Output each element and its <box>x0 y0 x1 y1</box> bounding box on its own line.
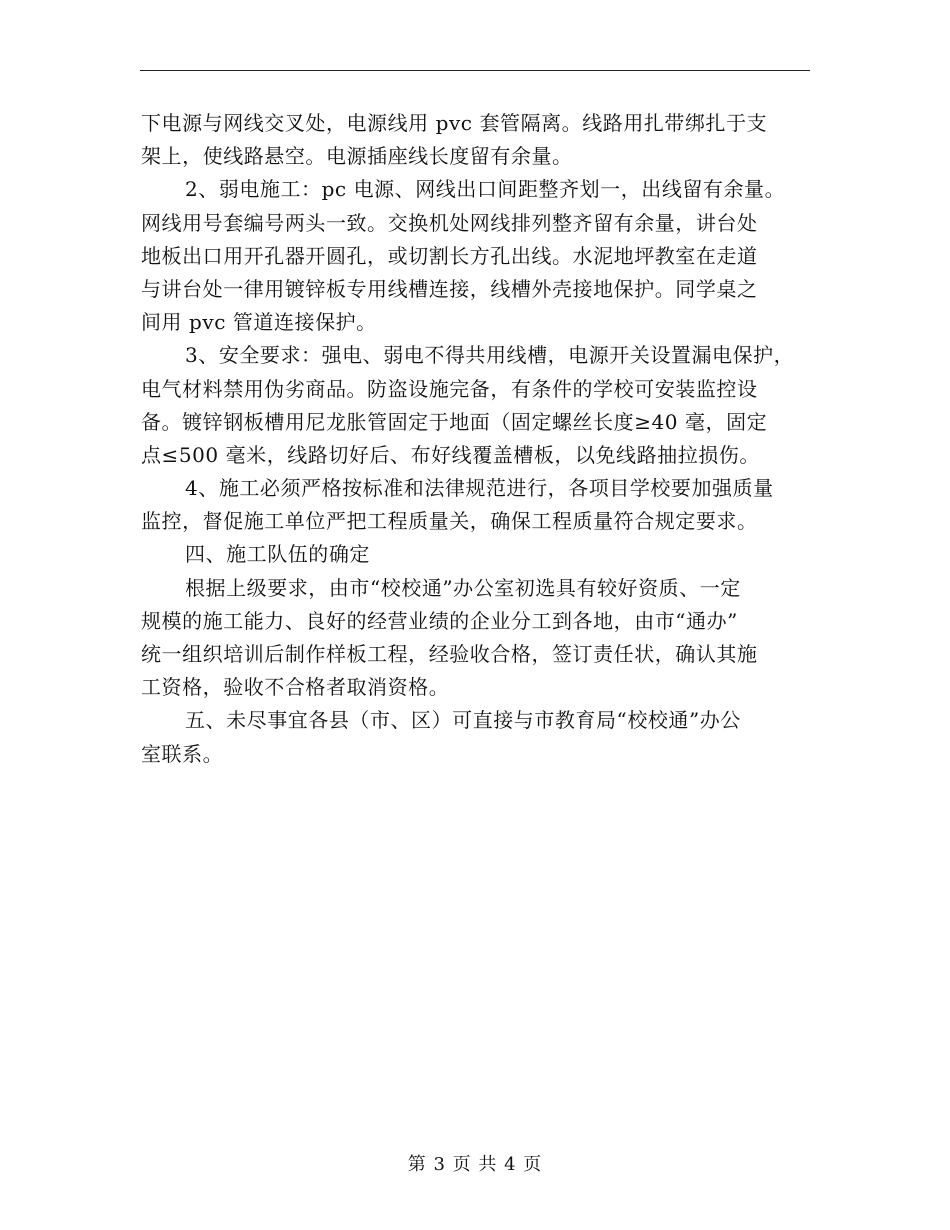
text-line: 网线用号套编号两头一致。交换机处网线排列整齐留有余量，讲台处 <box>141 210 758 235</box>
text-line: 点≤500 毫米，线路切好后、布好线覆盖槽板，以免线路抽拉损伤。 <box>141 442 760 467</box>
text-line: 下电源与网线交叉处，电源线用 pvc 套管隔离。线路用扎带绑扎于支 <box>141 111 768 135</box>
paragraph-construction-standards: 4、施工必须严格按标准和法律规范进行，各项目学校要加强质量 <box>185 476 774 501</box>
text-line: 统一组织培训后制作样板工程，经验收合格，签订责任状，确认其施 <box>141 642 758 666</box>
section-heading-construction-team: 四、施工队伍的确定 <box>185 542 370 567</box>
text-line: 架上，使线路悬空。电源插座线长度留有余量。 <box>141 144 573 169</box>
header-rule <box>140 70 810 71</box>
text-line: 备。镀锌钢板槽用尼龙胀管固定于地面（固定螺丝长度≥40 毫，固定 <box>141 409 768 434</box>
page-footer: 第 3 页 共 4 页 <box>407 1154 543 1175</box>
paragraph-safety-requirements: 3、安全要求：强电、弱电不得共用线槽，电源开关设置漏电保护， <box>185 343 795 368</box>
text-line: 监控，督促施工单位严把工程质量关，确保工程质量符合规定要求。 <box>141 509 758 534</box>
paragraph-team-selection: 根据上级要求，由市“校校通”办公室初选具有较好资质、一定 <box>185 575 741 600</box>
text-line: 与讲台处一律用镀锌板专用线槽连接，线槽外壳接地保护。同学桌之 <box>141 276 758 301</box>
text-line: 工资格，验收不合格者取消资格。 <box>141 675 450 700</box>
text-line: 室联系。 <box>141 741 224 766</box>
text-line: 电气材料禁用伪劣商品。防盗设施完备，有条件的学校可安装监控设 <box>141 376 758 401</box>
paragraph-weak-current: 2、弱电施工：pc 电源、网线出口间距整齐划一，出线留有余量。 <box>185 177 786 202</box>
text-line: 间用 pvc 管道连接保护。 <box>141 310 377 335</box>
text-line: 地板出口用开孔器开圆孔，或切割长方孔出线。水泥地坪教室在走道 <box>141 243 758 268</box>
paragraph-other-matters: 五、未尽事宜各县（市、区）可直接与市教育局“校校通”办公 <box>185 708 741 733</box>
document-body <box>141 107 813 771</box>
text-line: 规模的施工能力、良好的经营业绩的企业分工到各地，由市“通办” <box>141 608 738 633</box>
